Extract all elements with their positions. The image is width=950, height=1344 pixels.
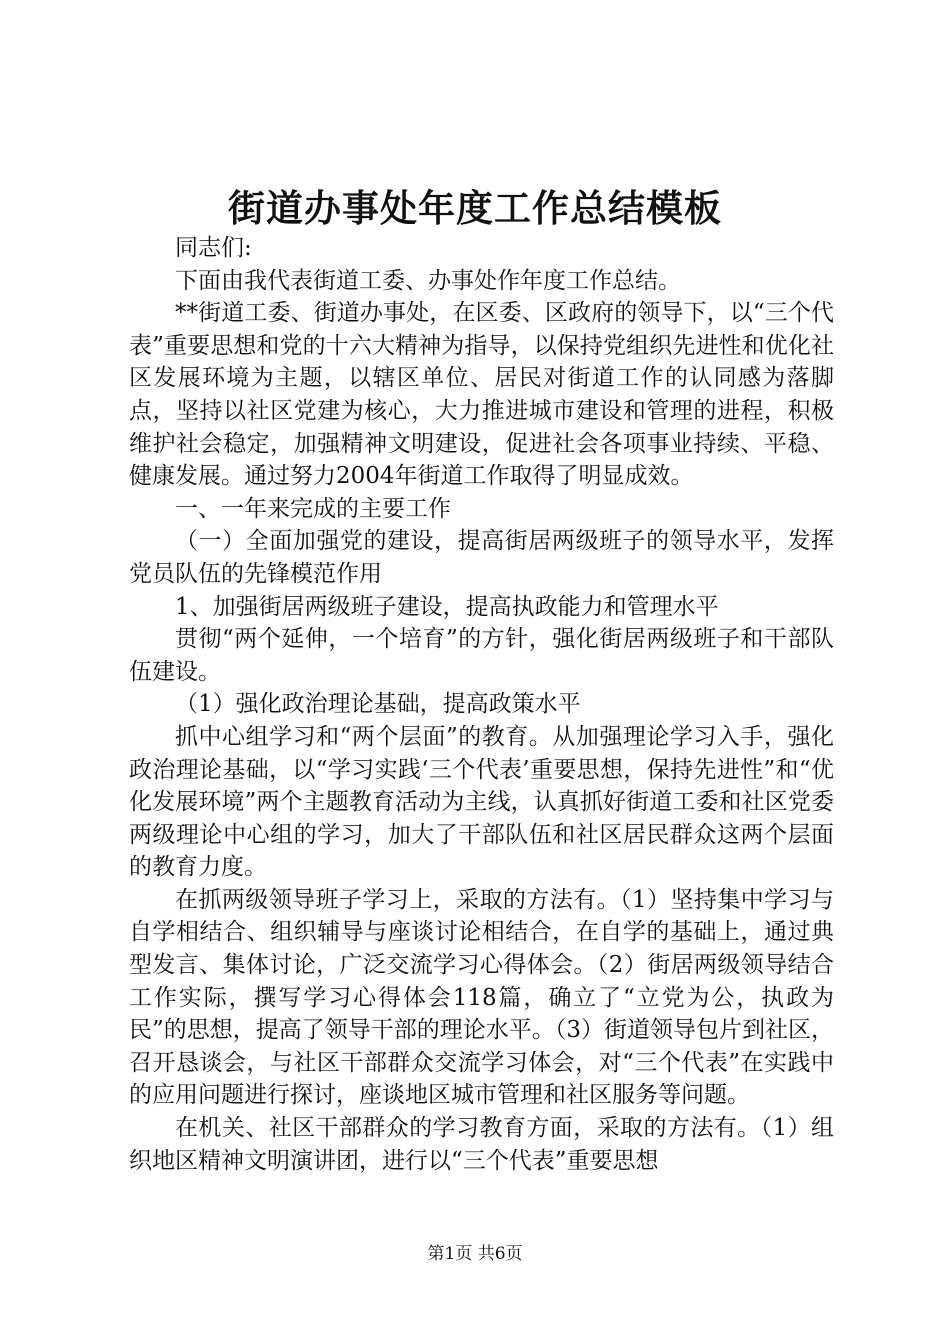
document-body <box>129 232 834 1177</box>
paragraph-cadre-education-methods: 在机关、社区干部群众的学习教育方面，采取的方法有。（1）组织地区精神文明演讲团，进行以“三个代表”重要思想 <box>129 1115 834 1174</box>
paragraph-central-group-study: 抓中心组学习和“两个层面”的教育。从加强理论学习入手，强化政治理论基础，以“学习实践‘三个代表’重要思想，保持先进性”和“优化发展环境”两个主题教育活动为主线，认真抓好街道工委和社区党委两级理论中心组的学习，加大了干部队伍和社区居民群众这两个层面的教育力度。 <box>129 723 834 881</box>
document-title: 街道办事处年度工作总结模板 <box>228 186 722 230</box>
item-heading-team-building: 1、加强街居两级班子建设，提高执政能力和管理水平 <box>175 593 719 620</box>
paragraph-intro: 下面由我代表街道工委、办事处作年度工作总结。 <box>175 267 681 294</box>
paragraph-leadership-study-methods: 在抓两级领导班子学习上，采取的方法有。（1）坚持集中学习与自学相结合、组织辅导与座谈讨论相结合，在自学的基础上，通过典型发言、集体讨论，广泛交流学习心得体会。（2）街居两级领导结合工作实际，撰写学习心得体会118篇，确立了“立党为公，执政为民”的思想，提高了领导干部的理论水平。（3）街道领导包片到社区，召开恳谈会，与社区干部群众交流学习体会，对“三个代表”在实践中的应用问题进行探讨，座谈地区城市管理和社区服务等问题。 <box>129 886 834 1109</box>
paragraph-overview: **街道工委、街道办事处，在区委、区政府的领导下，以“三个代表”重要思想和党的十六大精神为指导，以保持党组织先进性和优化社区发展环境为主题，以辖区单位、居民对街道工作的认同感为落脚点，坚持以社区党建为核心，大力推进城市建设和管理的进程，积极维护社会稳定，加强精神文明建设，促进社会各项事业持续、平稳、健康发展。通过努力2004年街道工作取得了明显成效。 <box>129 300 834 490</box>
page-footer: 第1页 共6页 <box>427 1244 523 1264</box>
item-heading-political-theory: （1）强化政治理论基础，提高政策水平 <box>175 691 581 718</box>
section-heading-main-work: 一、一年来完成的主要工作 <box>175 495 451 522</box>
paragraph-policy: 贯彻“两个延伸，一个培育”的方针，强化街居两级班子和干部队伍建设。 <box>129 626 834 685</box>
paragraph-salutation: 同志们: <box>175 235 252 261</box>
subsection-heading-party-building: （一）全面加强党的建设，提高街居两级班子的领导水平，发挥党员队伍的先锋模范作用 <box>129 528 834 587</box>
